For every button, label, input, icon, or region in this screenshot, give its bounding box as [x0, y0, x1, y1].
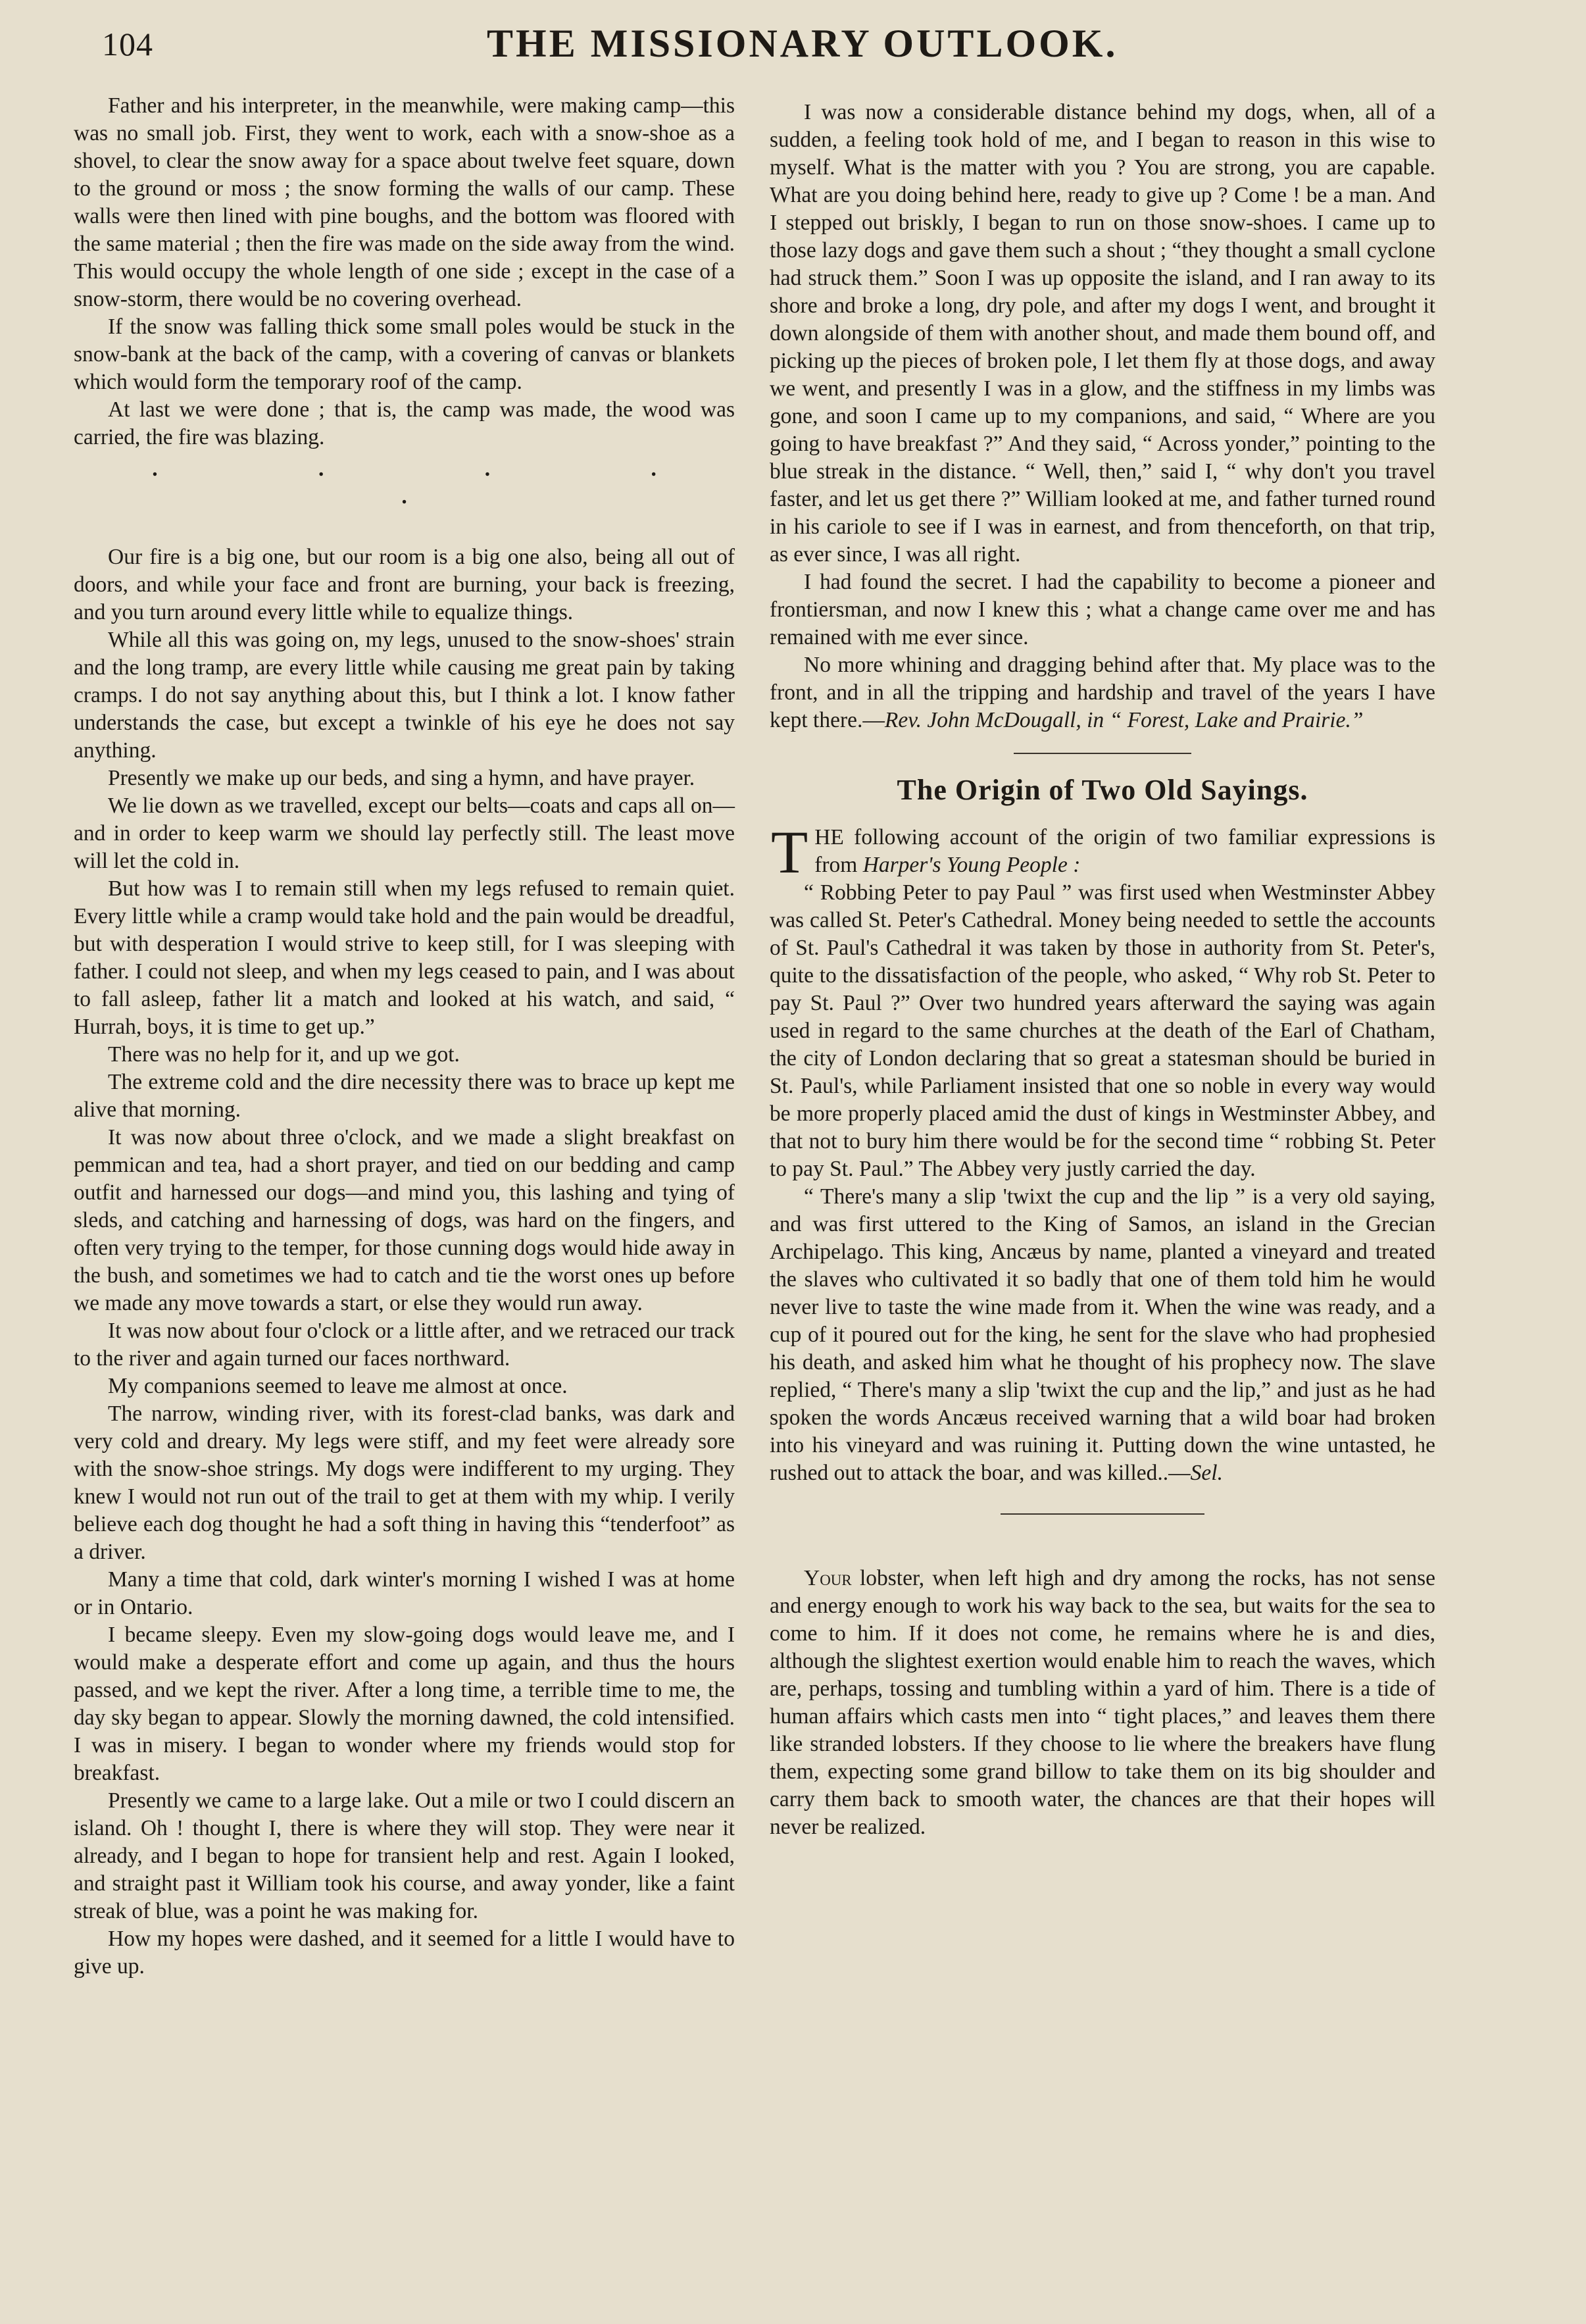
- paragraph-text: “ There's many a slip 'twixt the cup and the lip ” is a very old saying, and was first uttered to the King of Samos, an island in the Grecian Archipelago. This king, Ancæus by name, planted a vineyard and treated the slaves who cultivated it so badly that one of them told him he would never live to taste the wine made from it. When the wine was ready, and a cup of it poured out for the king, he sent for the slave who had prophesied his death, and asked him what he thought of his prophecy now. The slave replied, “ There's many a slip 'twixt the cup and the lip,” and just as he had spoken the words Ancæus received warning that a wild boar had broken into his vineyard and was ruining it. Putting down the wine untasted, he rushed out to attack the boar, and was killed..—: [770, 1184, 1435, 1485]
- right-column: [770, 99, 1435, 1841]
- paragraph-text: lobster, when left high and dry among the rocks, has not sense and energy enough to work his way back to the sea, but waits for the sea to come to him. If it does not come, he remains where he is and dies, although the slightest exertion would enable him to reach the waves, which are, perhaps, tossing and tumbling within a yard of him. There is a tide of human affairs which casts men into “ tight places,” and leaves them there like stranded lobsters. If they choose to lie where the breakers have flung them, expecting some grand billow to take them on its big shoulder and carry them back to smooth water, the chances are that their hopes will never be realized.: [770, 1566, 1435, 1839]
- paragraph: It was now about three o'clock, and we made a slight breakfast on pemmican and tea, had a short prayer, and tied on our bedding and camp outfit and harnessed our dogs—and mind you, this lashing and tying of sleds, and catching and harnessing of dogs, was hard on the fingers, and often very trying to the temper, for those cunning dogs would hide away in the bush, and sometimes we had to catch and tie the worst ones up before we made any move towards a start, or else they would run away.: [74, 1125, 735, 1315]
- paragraph: “ Robbing Peter to pay Paul ” was first used when Westminster Abbey was called St. Peter's Cathedral. Money being needed to settle the accounts of St. Paul's Cathedral it was taken by those in authority from St. Peter's, quite to the dissatisfaction of the people, who asked, “ Why rob St. Peter to pay St. Paul ?” Over two hundred years afterward the saying was again used in regard to the same churches at the death of the Earl of Chatham, the city of London declaring that so great a statesman should be buried in St. Paul's, while Parliament insisted that one so noble in every way would be more properly placed amid the dust of kings in Westminster Abbey, and that not to bury him there would be for the second time “ robbing St. Peter to pay St. Paul.” The Abbey very justly carried the day.: [770, 880, 1435, 1181]
- drop-cap: T: [771, 819, 808, 886]
- paragraph: It was now about four o'clock or a little after, and we retraced our track to the river and again turned our faces northward.: [74, 1319, 735, 1371]
- paragraph: Many a time that cold, dark winter's morning I wished I was at home or in Ontario.: [74, 1567, 735, 1619]
- citation: Sel.: [1190, 1461, 1223, 1485]
- paragraph: I became sleepy. Even my slow-going dogs would leave me, and I would make a desperate effort and come up again, and thus the hours passed, and we kept the river. After a long time, a terrible time to me, the day sky began to appear. Slowly the morning dawned, the cold intensified. I was in misery. I began to wonder where my friends would stop for breakfast.: [74, 1623, 735, 1785]
- paragraph: I was now a considerable distance behind my dogs, when, all of a sudden, a feeling took hold of me, and I began to reason in this wise to myself. What is the matter with you ? You are strong, you are capable. What are you doing behind here, ready to give up ? Come ! be a man. And I stepped out briskly, I began to run on those snow-shoes. I came up to those lazy dogs and gave them such a shout ; “they thought a small cyclone had struck them.” Soon I was up opposite the island, and I ran away to its shore and broke a long, dry pole, and after my dogs I went, and brought it down alongside of them with another shout, and made them bound off, and picking up the pieces of broken pole, I let them fly at those dogs, and away we went, and presently I was in a glow, and the stiffness in my limbs was gone, and soon I came up to my companions, and said, “ Where are you going to have breakfast ?” And they said, “ Across yonder,” pointing to the blue streak in the distance. “ Well, then,” said I, “ why don't you travel faster, and let us get there ?” William looked at me, and father turned round in his cariole to see if I was in earnest, and from thenceforth, on that trip, as ever since, I was all right.: [770, 100, 1435, 567]
- paragraph: At last we were done ; that is, the camp was made, the wood was carried, the fire was blazing.: [74, 397, 735, 449]
- intro-text: HE following account of the origin of two familiar expressions is from: [814, 825, 1435, 877]
- paragraph: I had found the secret. I had the capability to become a pioneer and frontiersman, and now I knew this ; what a change came over me and has remained with me ever since.: [770, 570, 1435, 649]
- paragraph: There was no help for it, and up we got.: [108, 1042, 460, 1067]
- divider-rule: [1014, 753, 1191, 754]
- paragraph-with-citation: [770, 1183, 1435, 1487]
- divider-rule: [1001, 1513, 1204, 1515]
- paragraph-text: No more whining and dragging behind after that. My place was to the front, and in all the tripping and hardship and travel of the years I have kept there.—: [770, 653, 1435, 732]
- paragraph: While all this was going on, my legs, unused to the snow-shoes' strain and the long tramp, are every little while causing me great pain by taking cramps. I do not say anything about this, but I think a lot. I know father understands the case, but except a twinkle of his eye he does not say anything.: [74, 628, 735, 763]
- paragraph: Presently we make up our beds, and sing a hymn, and have prayer.: [108, 766, 695, 790]
- masthead-title: THE MISSIONARY OUTLOOK.: [487, 22, 1118, 65]
- page-number: 104: [102, 26, 153, 63]
- paragraph: Presently we came to a large lake. Out a mile or two I could discern an island. Oh ! thought I, there is where they will stop. They were near it already, and I began to hope for transient help and rest. Again I looked, and straight past it William took his course, and away yonder, like a faint streak of blue, was a point he was making for.: [74, 1788, 735, 1923]
- lead-word: Your: [804, 1566, 852, 1590]
- paragraph: We lie down as we travelled, except our belts—coats and caps all on—and in order to keep warm we should lay perfectly still. The least move will let the cold in.: [74, 794, 735, 873]
- paragraph: The narrow, winding river, with its forest-clad banks, was dark and very cold and dreary. My legs were stiff, and my feet were already sore with the snow-shoe strings. My dogs were indifferent to my urging. They knew I would not run out of the trail to get at them with my whip. I verily believe each dog thought he had a soft thing in having this “tenderfoot” as a driver.: [74, 1402, 735, 1564]
- lobster-paragraph: [770, 1565, 1435, 1841]
- paragraph-with-citation: [770, 651, 1435, 734]
- citation: Rev. John McDougall, in “ Forest, Lake and Prairie.”: [884, 708, 1364, 732]
- paragraph: If the snow was falling thick some small poles would be stuck in the snow-bank at the back of the camp, with a covering of canvas or blankets which would form the temporary roof of the camp.: [74, 315, 735, 394]
- paragraph: But how was I to remain still when my legs refused to remain quiet. Every little while a cramp would take hold and the pain would be dreadful, but with desperation I would strive to keep still, for I was sleeping with father. I could not sleep, and when my legs ceased to pain, and I was about to fall asleep, father lit a match and looked at his watch, and said, “ Hurrah, boys, it is time to get up.”: [74, 876, 735, 1039]
- source-title: Harper's Young People :: [862, 853, 1081, 877]
- article-intro: [770, 819, 1435, 886]
- section-title: The Origin of Two Old Sayings.: [897, 774, 1308, 806]
- page-header: [0, 0, 1586, 79]
- paragraph: How my hopes were dashed, and it seemed for a little I would have to give up.: [74, 1927, 735, 1979]
- section-break-dots: . . . . .: [152, 457, 734, 509]
- paragraph: Father and his interpreter, in the meanwhile, were making camp—this was no small job. First, they went to work, each with a snow-shoe as a shovel, to clear the snow away for a space about twelve feet square, down to the ground or moss ; the snow forming the walls of our camp. These walls were then lined with pine boughs, and the bottom was floored with the same material ; then the fire was made on the side away from the wind. This would occupy the whole length of one side ; except in the case of a snow-storm, there would be no covering overhead.: [74, 93, 735, 311]
- paragraph: The extreme cold and the dire necessity there was to brace up kept me alive that morning.: [74, 1070, 735, 1122]
- paragraph: Our fire is a big one, but our room is a big one also, being all out of doors, and while your face and front are burning, your back is freezing, and you turn around every little while to equalize things.: [74, 545, 735, 624]
- paragraph: My companions seemed to leave me almost at once.: [108, 1374, 568, 1398]
- left-column: [74, 92, 735, 1981]
